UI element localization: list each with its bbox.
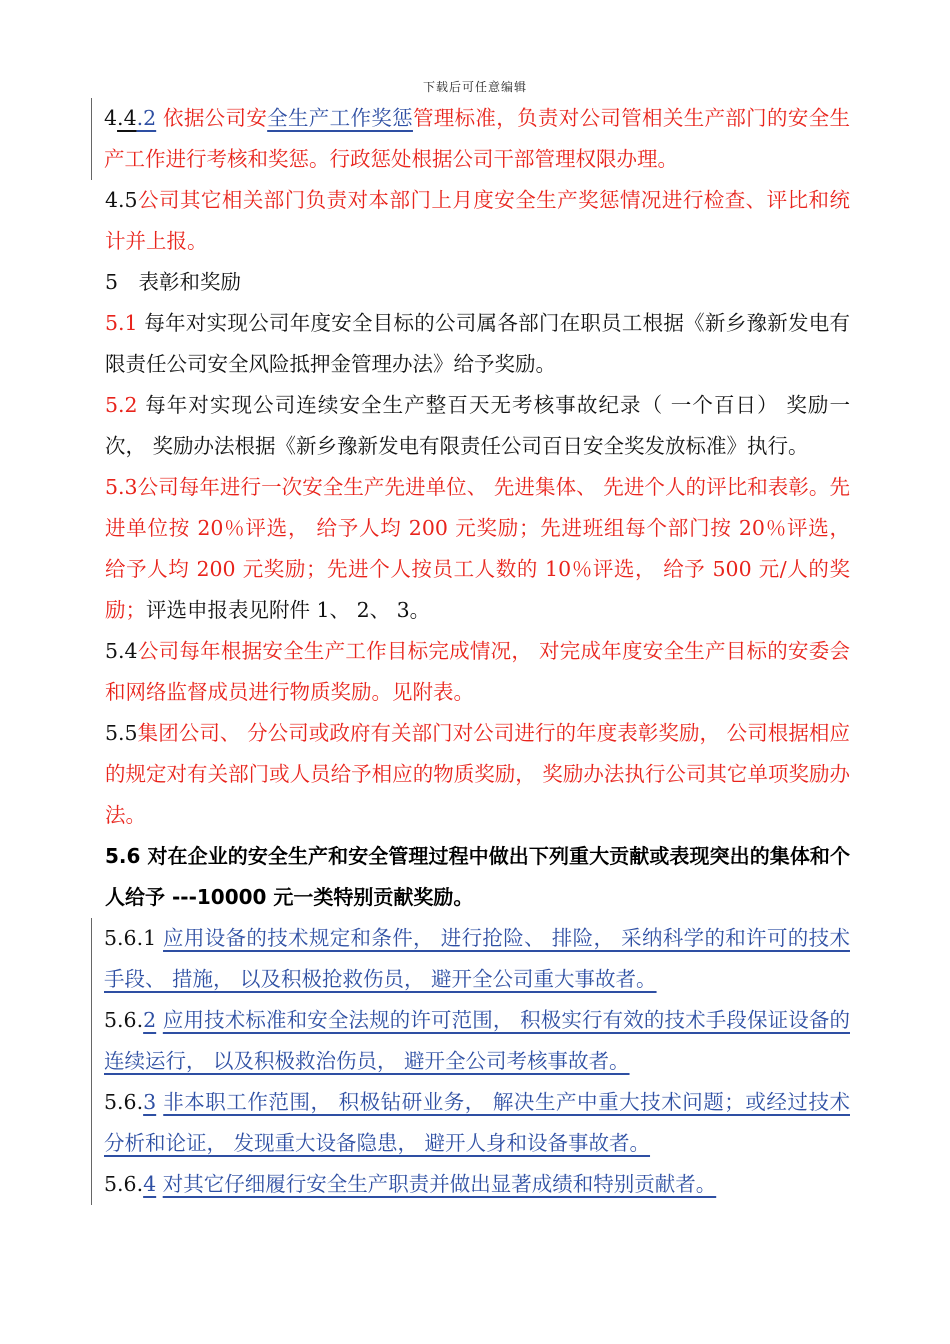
clause-5-1: [105, 303, 850, 385]
clause-num: 5.4: [105, 639, 138, 663]
clause-num: .4: [117, 106, 137, 130]
clause-5-6-3: [91, 1082, 850, 1164]
clause-num: 5.6.: [104, 1172, 144, 1196]
clause-4-4-2: [91, 98, 850, 180]
clause-5-3: [105, 467, 850, 631]
clause-5-6: 5.6 对在企业的安全生产和安全管理过程中做出下列重大贡献或表现突出的集体和个人给予 ---10000 元一类特别贡献奖励。: [105, 844, 850, 909]
clause-text-underlined: 应用技术标准和安全法规的许可范围， 积极实行有效的技术手段保证设备的连续运行， 以及积极救治伤员， 避开全公司考核事故者。: [104, 1008, 850, 1073]
clause-text: 每年对实现公司连续安全生产整百天无考核事故纪录（ 一个百日） 奖励一次， 奖励办法根据《新乡豫新发电有限责任公司百日安全奖发放标准》执行。: [105, 393, 850, 458]
clause-text: 公司每年根据安全生产工作目标完成情况， 对完成年度安全生产目标的安委会和网络监督成员进行物质奖励。见附表。: [105, 639, 850, 704]
clause-text: 公司每年进行一次安全生产先进单位、 先进集体、 先进个人的评比和表彰。先进单位按 20％评选， 给予人均 200 元奖励；先进班组每个部门按 20％评选， 给予人均 200 元奖励；先进个人按员工人数的 10％评选， 给予 500 元/人的奖励；: [105, 475, 850, 622]
clause-num: 5.6.: [104, 1090, 144, 1114]
clause-text: 管理标准，负责对公司管相关生产部门的安全生产工作进行考核和奖惩。行政惩处根据公司干部管理权限办理。: [104, 106, 850, 171]
clause-5-6-2: [91, 1000, 850, 1082]
page-header: 下载后可任意编辑: [422, 80, 527, 94]
document-body: [105, 98, 850, 1205]
clause-text: 公司其它相关部门负责对本部门上月度安全生产奖惩情况进行检查、评比和统计并上报。: [105, 188, 850, 253]
clause-text: 评选申报表见附件 1、 2、 3。: [146, 598, 431, 622]
clause-5-6-1: [91, 918, 850, 1000]
section-5-heading: 5 表彰和奖励: [105, 270, 242, 294]
clause-5-2: [105, 385, 850, 467]
clause-5-4: [105, 631, 850, 713]
clause-text-underlined: 全生产工作奖惩: [267, 106, 413, 130]
clause-num: 5.3: [105, 475, 138, 499]
clause-num: 4: [143, 1172, 157, 1196]
clause-text: 集团公司、 分公司或政府有关部门对公司进行的年度表彰奖励， 公司根据相应的规定对有关部门或人员给予相应的物质奖励， 奖励办法执行公司其它单项奖励办法。: [105, 721, 850, 827]
clause-num: 5.2: [105, 393, 138, 417]
clause-4-5: [105, 180, 850, 262]
clause-text: 每年对实现公司年度安全目标的公司属各部门在职员工根据《新乡豫新发电有限责任公司安全风险抵押金管理办法》给予奖励。: [105, 311, 850, 376]
clause-num: 5.5: [105, 721, 138, 745]
clause-num: 5.6.: [104, 1008, 144, 1032]
clause-num: 5.6.1: [104, 926, 157, 950]
clause-num: 4.5: [105, 188, 138, 212]
clause-5-6-4: [91, 1164, 850, 1205]
clause-5-5: [105, 713, 850, 836]
clause-num: .2: [136, 106, 157, 130]
clause-text-underlined: 非本职工作范围， 积极钻研业务， 解决生产中重大技术问题；或经过技术分析和论证， 发现重大设备隐患， 避开人身和设备事故者。: [104, 1090, 850, 1155]
clause-text: 依据公司安: [156, 106, 268, 130]
clause-text-underlined: 对其它仔细履行安全生产职责并做出显著成绩和特别贡献者。: [162, 1172, 717, 1196]
clause-num: 3: [143, 1090, 157, 1114]
clause-num: 4: [104, 106, 118, 130]
clause-text-underlined: 应用设备的技术规定和条件， 进行抢险、 排险， 采纳科学的和许可的技术手段、 措施， 以及积极抢救伤员， 避开全公司重大事故者。: [104, 926, 850, 991]
clause-num: 5.1: [105, 311, 138, 335]
clause-num: 2: [143, 1008, 157, 1032]
